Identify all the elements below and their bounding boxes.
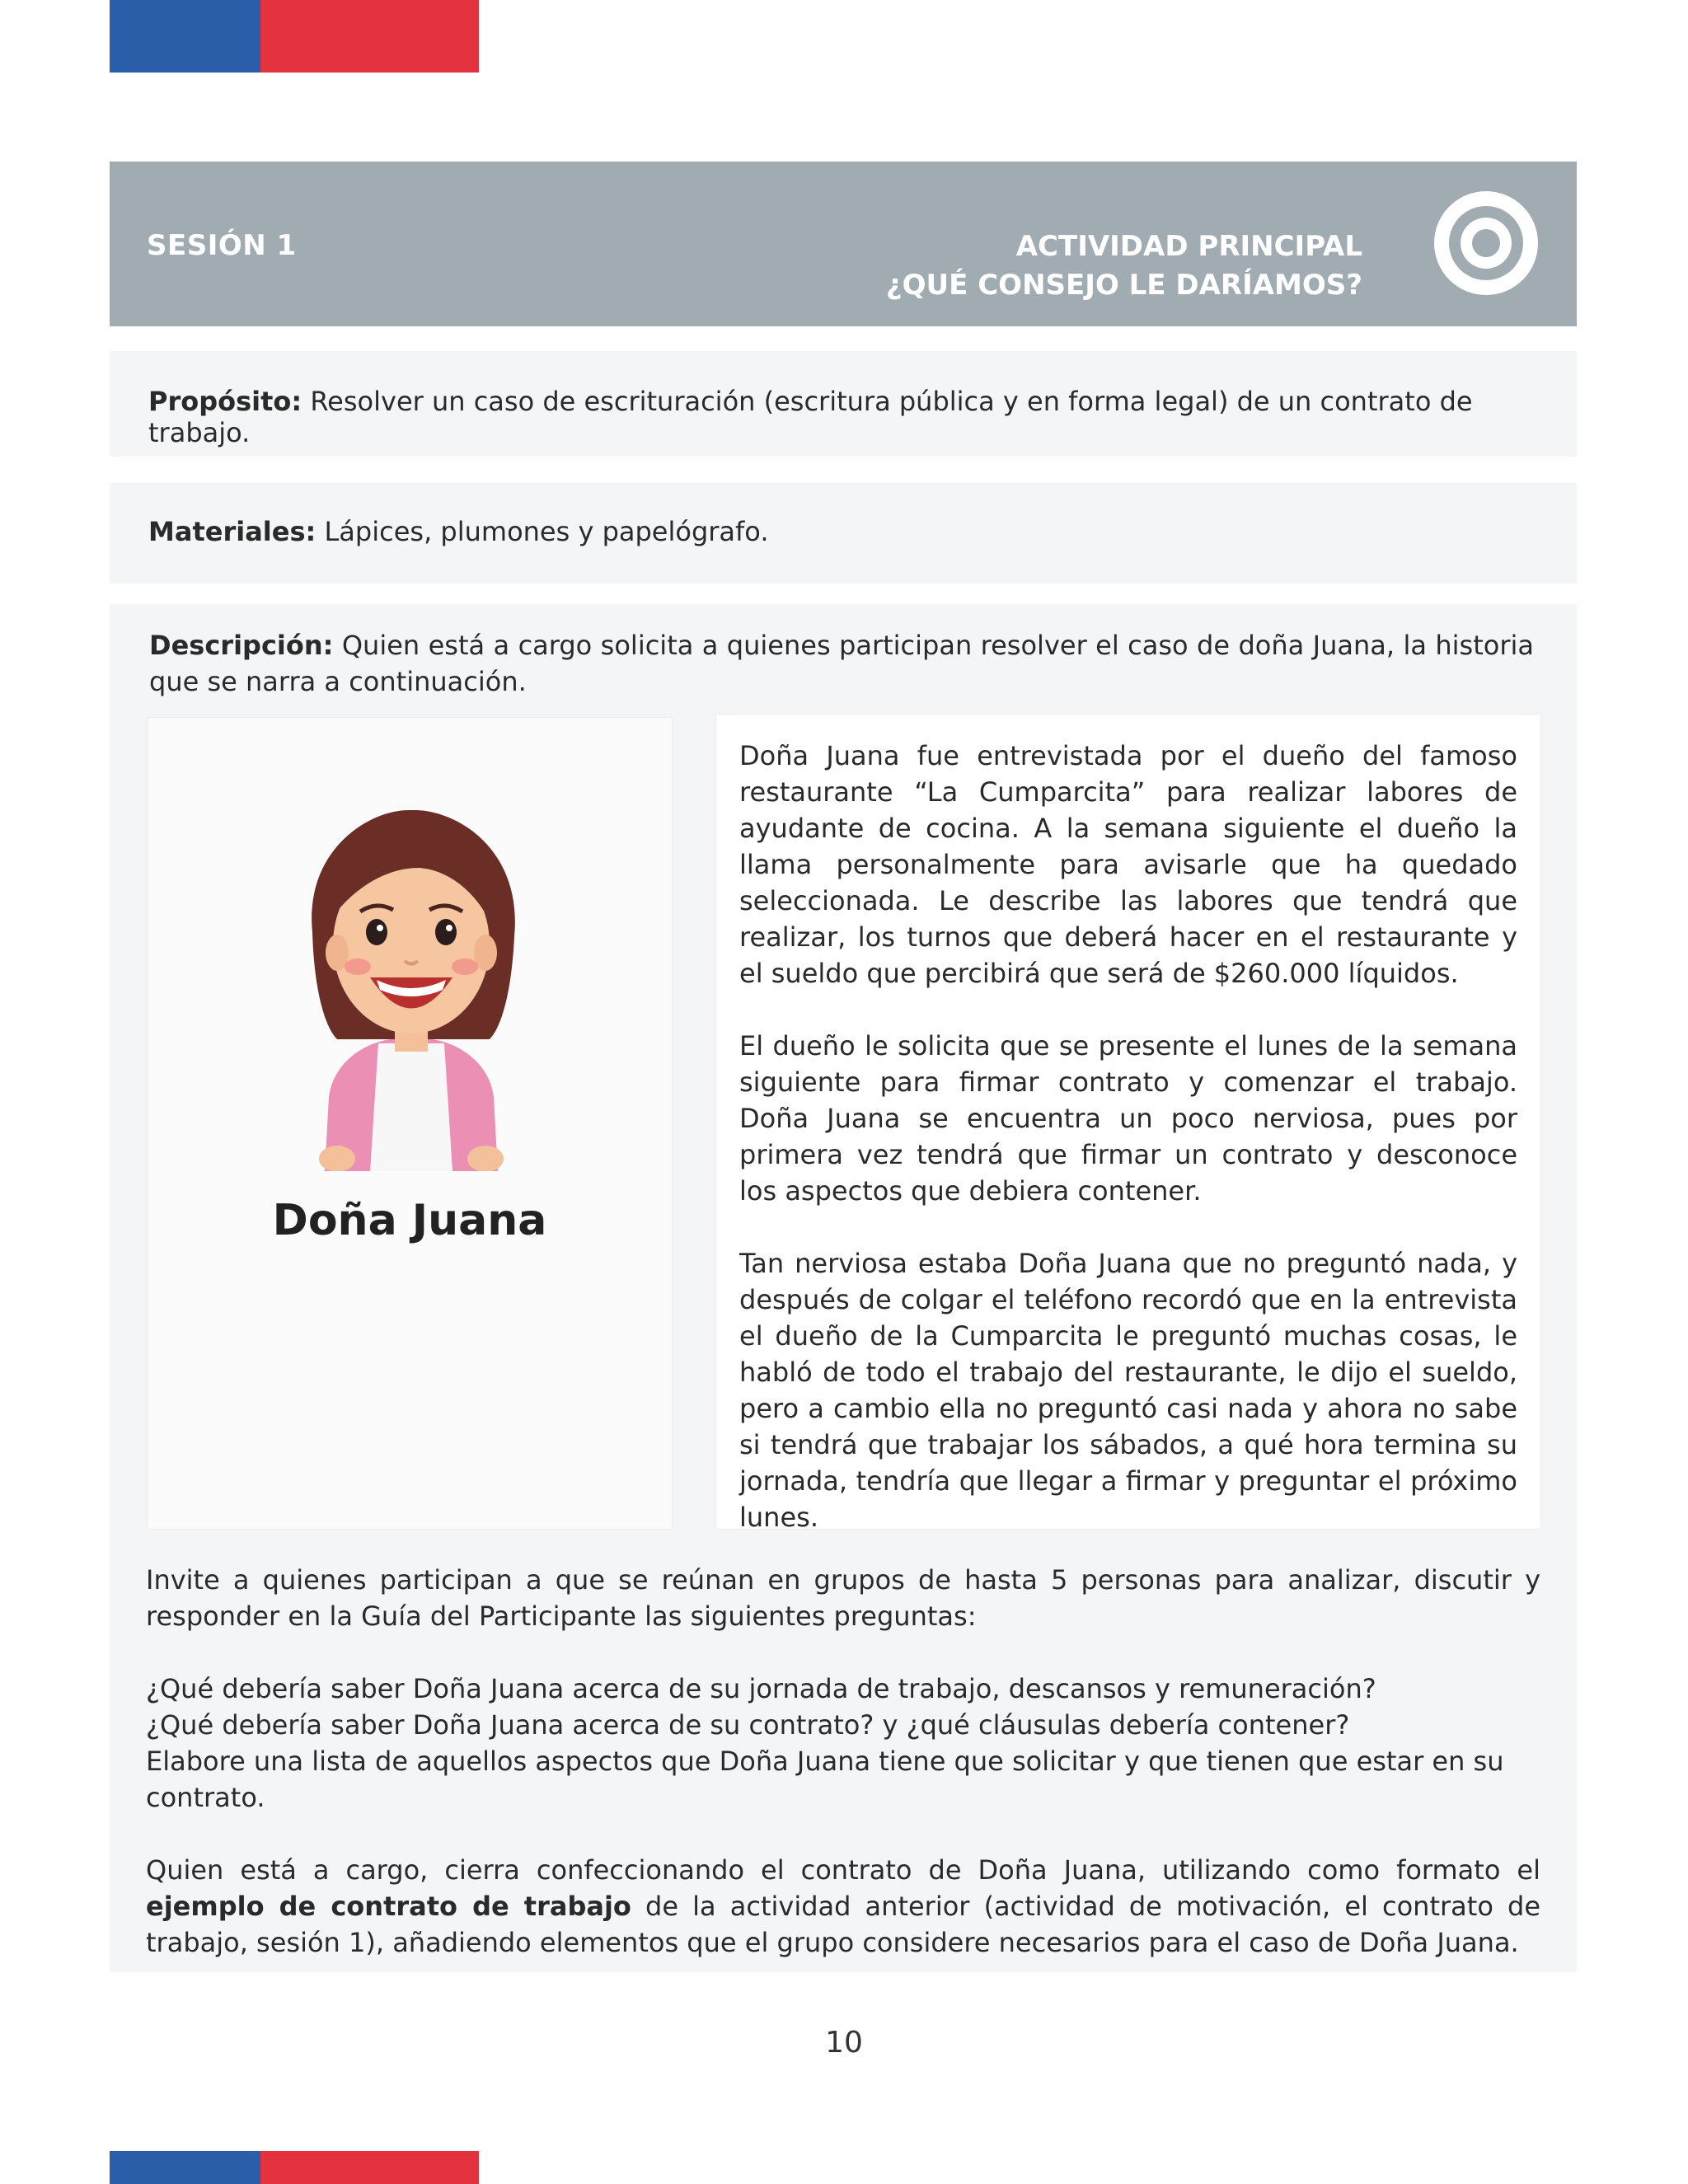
target-icon xyxy=(1432,190,1540,297)
description-box xyxy=(110,604,1577,1972)
question-3: Elabore una lista de aquellos aspectos que Doña Juana tiene que solicitar y que tienen que estar en su contrato. xyxy=(146,1746,1504,1813)
description-intro xyxy=(149,627,1534,700)
purpose-box xyxy=(110,351,1577,457)
invite-paragraph: Invite a quienes participan a que se reúnan en grupos de hasta 5 personas para analizar, discutir y responder en la Guía del Participante las siguientes preguntas: xyxy=(146,1564,1540,1632)
closing-text-part1: Quien está a cargo, cierra confeccionando el contrato de Doña Juana, utilizando como formato el xyxy=(146,1854,1540,1886)
activity-title-line2: ¿QUÉ CONSEJO LE DARÍAMOS? xyxy=(885,269,1362,302)
description-label: Descripción: xyxy=(149,630,334,661)
woman-avatar-illustration xyxy=(279,792,543,1171)
activity-title-line1: ACTIVIDAD PRINCIPAL xyxy=(1015,230,1362,263)
instructions-text xyxy=(146,1562,1540,1997)
flag-blue-block xyxy=(110,0,260,73)
questions-block xyxy=(146,1671,1540,1816)
activity-title xyxy=(886,227,1362,305)
activity-header xyxy=(110,162,1577,326)
flag-decoration-bottom xyxy=(110,2151,479,2184)
story-paragraph: Tan nerviosa estaba Doña Juana que no preguntó nada, y después de colgar el teléfono recordó que en la entrevista el dueño de la Cumparcita le preguntó muchas cosas, le habló de todo el trabajo del restaurante, le dijo el sueldo, pero a cambio ella no preguntó casi nada y ahora no sabe si tendrá que trabajar los sábados, a qué hora termina su jornada, tendría que llegar a firmar y preguntar el próximo lunes. xyxy=(739,1248,1517,1533)
flag-decoration-top xyxy=(110,0,479,73)
flag-blue-block xyxy=(110,2151,260,2184)
closing-paragraph xyxy=(146,1852,1540,1961)
materials-text: Lápices, plumones y papelógrafo. xyxy=(316,516,769,547)
question-2: ¿Qué debería saber Doña Juana acerca de su contrato? y ¿qué cláusulas debería contener? xyxy=(146,1709,1350,1741)
session-label: SESIÓN 1 xyxy=(147,229,297,262)
description-text: Quien está a cargo solicita a quienes participan resolver el caso de doña Juana, la historia que se narra a continuación. xyxy=(149,630,1534,697)
question-1: ¿Qué debería saber Doña Juana acerca de su jornada de trabajo, descansos y remuneración? xyxy=(146,1673,1376,1704)
purpose-label: Propósito: xyxy=(148,386,302,417)
page-number: 10 xyxy=(825,2026,863,2060)
materials-label: Materiales: xyxy=(148,516,316,547)
story-card xyxy=(715,714,1541,1533)
character-name: Doña Juana xyxy=(272,1196,547,1245)
purpose-line xyxy=(148,386,1577,448)
materials-box xyxy=(110,483,1577,583)
story-paragraph: Doña Juana fue entrevistada por el dueño del famoso restaurante “La Cumparcita” para realizar labores de ayudante de cocina. A la semana siguiente el dueño la llama personalmente para avisarle que ha quedado seleccionada. Le describe las labores que tendrá que realizar, los turnos que deberá hacer en el restaurante y el sueldo que percibirá que será de $260.000 líquidos. xyxy=(739,740,1517,989)
flag-red-block xyxy=(260,0,479,73)
materials-line xyxy=(148,516,768,547)
flag-red-block xyxy=(260,2151,479,2184)
story-text xyxy=(739,738,1517,1572)
closing-text-part2: de la actividad anterior (actividad de motivación, el contrato de trabajo, sesión 1), añadiendo elementos que el grupo considere necesarios para el caso de Doña Juana. xyxy=(146,1891,1541,1958)
closing-text-bold: ejemplo de contrato de trabajo xyxy=(146,1891,631,1922)
story-paragraph: El dueño le solicita que se presente el lunes de la semana siguiente para firmar contrato y comenzar el trabajo. Doña Juana se encuentra un poco nerviosa, pues por primera vez tendrá que firmar un contrato y desconoce los aspectos que debiera contener. xyxy=(739,1030,1517,1207)
purpose-text: Resolver un caso de escrituración (escritura pública y en forma legal) de un contrato de trabajo. xyxy=(148,386,1473,448)
character-card xyxy=(147,717,673,1530)
